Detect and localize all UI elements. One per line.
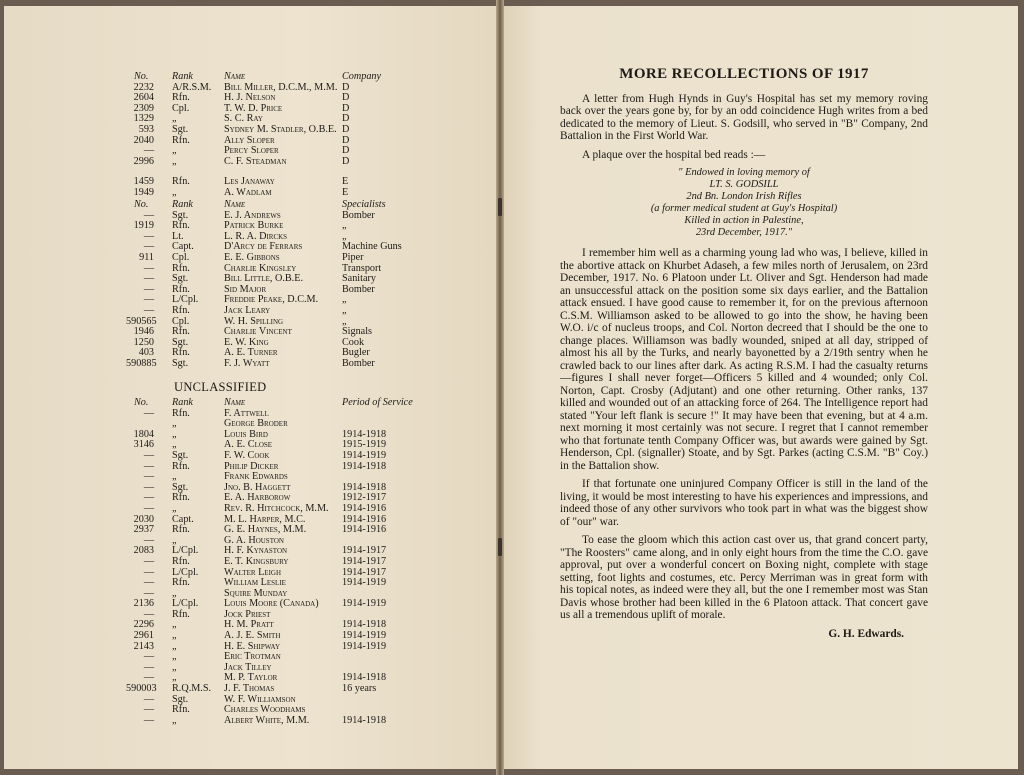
cell-number: —: [143, 566, 154, 578]
table-row: [126, 504, 416, 515]
header-name: Name: [224, 71, 246, 82]
cell-name: T. W. D. Price: [224, 102, 283, 114]
cell-name: E. J. Andrews: [224, 209, 281, 221]
cell-number: —: [143, 209, 154, 221]
cell-name: Jack Leary: [224, 304, 271, 316]
table-row: [126, 716, 416, 727]
cell-rank: Rfn.: [172, 134, 190, 146]
table-row: [126, 188, 416, 199]
cell-rank: Rfn.: [172, 608, 190, 620]
cell-name: E. A. Harborow: [224, 492, 291, 504]
article-paragraph-5: To ease the gloom which this action cast over us, that grand concert party, "The Roosters" came along, and in only eight hours from the time the C.O. gave approval, put over a wonderful concert on Boxing night, complete with stage setting, foot lights and costumes, etc. Percy Merriman was in great form with his topical notes, as indeed were they all, but the one I remember most was Stan Davis whose brother had been killed in the 6 Platoon attack. That concert gave us all a tremendous uplift of morale.: [560, 534, 928, 621]
table-row: [126, 125, 416, 136]
cell-detail: „: [342, 294, 347, 306]
table-header: [126, 200, 416, 211]
cell-number: 2996: [133, 155, 154, 167]
cell-rank: Rfn.: [172, 304, 190, 316]
header-rank: Rank: [172, 199, 193, 210]
cell-rank: Rfn.: [172, 283, 190, 295]
cell-detail: 1914-1916: [342, 513, 387, 525]
unclassified-heading: UNCLASSIFIED: [174, 380, 267, 394]
cell-rank: Sgt.: [172, 336, 189, 348]
cell-name: D'Arcy de Ferrars: [224, 241, 303, 253]
cell-rank: „: [172, 640, 177, 652]
cell-detail: 1914-1917: [342, 566, 387, 578]
cell-number: —: [143, 587, 154, 599]
cell-name: Albert White, M.M.: [224, 714, 310, 726]
cell-rank: L/Cpl.: [172, 294, 199, 306]
cell-name: Charlie Kingsley: [224, 262, 297, 274]
cell-number: —: [143, 294, 154, 306]
cell-detail: Bugler: [342, 347, 370, 359]
cell-number: 1919: [133, 220, 154, 232]
cell-rank: Rfn.: [172, 176, 190, 188]
cell-name: W. F. Williamson: [224, 693, 296, 705]
cell-detail: 1914-1918: [342, 460, 387, 472]
cell-number: —: [143, 304, 154, 316]
cell-rank: „: [172, 672, 177, 684]
cell-number: 1949: [133, 186, 154, 198]
cell-rank: Rfn.: [172, 577, 190, 589]
cell-number: —: [143, 577, 154, 589]
cell-name: M. L. Harper, M.C.: [224, 513, 306, 525]
cell-detail: E: [342, 176, 349, 188]
cell-detail: Sanitary: [342, 273, 376, 285]
cell-rank: „: [172, 186, 177, 198]
cell-name: Jno. B. Haggett: [224, 481, 291, 493]
cell-number: 1804: [133, 428, 154, 440]
cell-detail: 1914-1919: [342, 577, 387, 589]
cell-name: E. W. King: [224, 336, 269, 348]
cell-rank: R.Q.M.S.: [172, 683, 212, 695]
cell-rank: L/Cpl.: [172, 566, 199, 578]
cell-name: Louis Bird: [224, 428, 268, 440]
cell-number: —: [143, 651, 154, 663]
cell-detail: 1914-1918: [342, 428, 387, 440]
cell-name: F. Attwell: [224, 407, 269, 419]
cell-name: Walter Leigh: [224, 566, 282, 578]
cell-number: —: [143, 608, 154, 620]
cell-rank: Lt.: [172, 230, 184, 242]
cell-name: J. F. Thomas: [224, 683, 275, 695]
cell-number: 590885: [126, 357, 157, 369]
cell-number: —: [143, 449, 154, 461]
cell-name: H. J. Nelson: [224, 92, 276, 104]
cell-number: 2296: [133, 619, 154, 631]
cell-detail: 1914-1918: [342, 714, 387, 726]
cell-rank: Cpl.: [172, 315, 190, 327]
cell-number: —: [143, 704, 154, 716]
cell-rank: Sgt.: [172, 273, 189, 285]
cell-name: M. P. Taylor: [224, 672, 278, 684]
cell-detail: D: [342, 92, 350, 104]
cell-number: 3146: [133, 439, 154, 451]
cell-number: 2143: [133, 640, 154, 652]
cell-rank: Rfn.: [172, 524, 190, 536]
cell-detail: 1914-1919: [342, 630, 387, 642]
cell-number: —: [143, 145, 154, 157]
cell-detail: 1914-1918: [342, 481, 387, 493]
cell-name: H. M. Pratt: [224, 619, 274, 631]
cell-name: Rev. R. Hitchcock, M.M.: [224, 502, 329, 514]
cell-detail: „: [342, 315, 347, 327]
cell-detail: „: [342, 230, 347, 242]
cell-rank: Sgt.: [172, 693, 189, 705]
header-rank: Rank: [172, 397, 193, 408]
cell-number: —: [143, 262, 154, 274]
cell-rank: „: [172, 587, 177, 599]
cell-detail: 1915-1919: [342, 439, 387, 451]
cell-detail: E: [342, 186, 349, 198]
cell-number: —: [143, 241, 154, 253]
table-row: [126, 253, 416, 264]
cell-name: Bill Miller, D.C.M., M.M.: [224, 81, 338, 93]
cell-rank: „: [172, 630, 177, 642]
header-no: No.: [134, 397, 149, 408]
cell-number: 2232: [133, 81, 154, 93]
cell-detail: Bomber: [342, 283, 375, 295]
cell-name: Philip Dicker: [224, 460, 279, 472]
cell-rank: Capt.: [172, 241, 194, 253]
cell-number: 1250: [133, 336, 154, 348]
cell-rank: Rfn.: [172, 460, 190, 472]
cell-rank: Sgt.: [172, 123, 189, 135]
cell-number: 2136: [133, 598, 154, 610]
cell-name: Bill Little, O.B.E.: [224, 273, 303, 285]
cell-number: 1329: [133, 113, 154, 125]
cell-number: 2040: [133, 134, 154, 146]
cell-rank: Rfn.: [172, 407, 190, 419]
staple-top: [498, 198, 502, 216]
cell-name: Frank Edwards: [224, 471, 288, 483]
cell-rank: „: [172, 428, 177, 440]
plaque-inscription: [560, 167, 928, 239]
cell-name: F. J. Wyatt: [224, 357, 270, 369]
table-row: [126, 327, 416, 338]
cell-rank: L/Cpl.: [172, 598, 199, 610]
cell-number: 2937: [133, 524, 154, 536]
cell-rank: Rfn.: [172, 92, 190, 104]
cell-detail: 1914-1917: [342, 555, 387, 567]
cell-name: W. H. Spilling: [224, 315, 284, 327]
cell-name: William Leslie: [224, 577, 286, 589]
plaque-line: Killed in action in Palestine,: [684, 215, 804, 226]
cell-rank: „: [172, 155, 177, 167]
table-row: [126, 306, 416, 317]
cell-detail: 1912-1917: [342, 492, 387, 504]
cell-name: A. Wadlam: [224, 186, 272, 198]
cell-number: 590003: [126, 683, 157, 695]
header-name: Name: [224, 397, 246, 408]
cell-rank: „: [172, 502, 177, 514]
table-row: [126, 295, 416, 306]
cell-name: L. R. A. Dircks: [224, 230, 288, 242]
cell-detail: D: [342, 155, 350, 167]
cell-number: 2030: [133, 513, 154, 525]
cell-rank: Capt.: [172, 513, 194, 525]
cell-number: —: [143, 661, 154, 673]
cell-rank: Sgt.: [172, 449, 189, 461]
cell-detail: Machine Guns: [342, 241, 402, 253]
header-rank: Rank: [172, 71, 193, 82]
cell-detail: 1914-1917: [342, 545, 387, 557]
cell-number: 590565: [126, 315, 157, 327]
book-gutter: [496, 0, 504, 775]
plaque-line: " Endowed in loving memory of: [678, 167, 810, 178]
cell-name: G. A. Houston: [224, 534, 284, 546]
article: [560, 68, 928, 640]
cell-name: Les Janaway: [224, 176, 275, 188]
cell-rank: „: [172, 661, 177, 673]
cell-rank: Rfn.: [172, 492, 190, 504]
header-no: No.: [134, 71, 149, 82]
cell-rank: Sgt.: [172, 357, 189, 369]
table-row: [126, 104, 416, 115]
cell-number: —: [143, 481, 154, 493]
article-signature: G. H. Edwards.: [828, 627, 904, 640]
table-header: [126, 72, 416, 83]
header-col4: Period of Service: [342, 397, 413, 408]
cell-number: —: [143, 714, 154, 726]
cell-rank: „: [172, 714, 177, 726]
cell-number: 593: [138, 123, 154, 135]
cell-detail: D: [342, 102, 350, 114]
cell-rank: „: [172, 113, 177, 125]
cell-detail: 16 years: [342, 683, 377, 695]
cell-name: C. F. Steadman: [224, 155, 287, 167]
header-name: Name: [224, 199, 246, 210]
cell-rank: „: [172, 471, 177, 483]
cell-name: Eric Trotman: [224, 651, 281, 663]
cell-rank: Sgt.: [172, 481, 189, 493]
cell-rank: Rfn.: [172, 555, 190, 567]
cell-name: Louis Moore (Canada): [224, 598, 319, 610]
cell-name: H. E. Shipway: [224, 640, 281, 652]
cell-name: Charlie Vincent: [224, 326, 292, 338]
article-paragraph-1: A letter from Hugh Hynds in Guy's Hospital has set my memory roving back over the years gone by, for by an odd coincidence Hugh writes from a bed dedicated to the memory of Lieut. S. Godsill, who served in "B" Company, 2nd Battalion in the First World War.: [560, 92, 928, 142]
plaque-line: 2nd Bn. London Irish Rifles: [686, 191, 802, 202]
cell-number: —: [143, 283, 154, 295]
cell-detail: D: [342, 134, 350, 146]
cell-name: Percy Sloper: [224, 145, 279, 157]
cell-number: —: [143, 555, 154, 567]
cell-detail: Signals: [342, 326, 373, 338]
cell-rank: Cpl.: [172, 251, 190, 263]
table-row: [126, 599, 416, 610]
cell-number: 403: [138, 347, 154, 359]
cell-name: Charles Woodhams: [224, 704, 306, 716]
cell-rank: „: [172, 534, 177, 546]
cell-detail: 1914-1919: [342, 449, 387, 461]
cell-number: —: [143, 502, 154, 514]
cell-name: Patrick Burke: [224, 220, 284, 232]
specialists-roll-table: [126, 200, 416, 370]
plaque-line: LT. S. GODSILL: [709, 179, 779, 190]
cell-rank: Cpl.: [172, 102, 190, 114]
cell-name: Ally Sloper: [224, 134, 275, 146]
table-header: [126, 398, 416, 409]
cell-rank: Rfn.: [172, 347, 190, 359]
cell-detail: 1914-1916: [342, 524, 387, 536]
cell-number: 2961: [133, 630, 154, 642]
cell-name: F. W. Cook: [224, 449, 270, 461]
article-paragraph-4: If that fortunate one uninjured Company Officer is still in the land of the living, it would be most interesting to have his experiences and impressions, and indeed those of any other survivors who took part in what was the biggest show of "our" war.: [560, 478, 928, 528]
cell-name: A. J. E. Smith: [224, 630, 281, 642]
cell-rank: „: [172, 651, 177, 663]
cell-detail: D: [342, 81, 350, 93]
cell-number: —: [143, 693, 154, 705]
plaque-line: 23rd December, 1917.": [695, 227, 793, 238]
cell-name: E. E. Gibbons: [224, 251, 280, 263]
cell-detail: Cook: [342, 336, 365, 348]
header-col4: Company: [342, 71, 382, 82]
article-paragraph-3: I remember him well as a charming young lad who was, I believe, killed in the abortive attack on Khurbet Adaseh, a few miles north of Jerusalem, on 23rd December, 1917. No. 6 Platoon under Lt. Oliver and Sgt. Henderson had made an unsuccessful attack on the position some six days earlier, and the Battalion attack ensued. I have good cause to remember it, for on the previous afternoon C.S.M. Williamson asked to be allowed to go into the show, he having been W.O. i/c of nucleus troops, and Col. Norton decreed that I should be the one to change places. Williamson was badly wounded, sniped at all day, stripped of almost his all by the Turks, and nearly bayonetted by a 2/19th sentry when he crawled back to our lines after dark. As acting R.S.M. I had the casualty returns—figures I shall never forget—Officers 5 killed and 4 wounded; only Col. Norton, Capt. Crosby (Adjutant) and one other returning. Other ranks, 137 killed and wounded out of an attacking force of 264. The Intelligence report had stated "Your left flank is secure !" It may have been that evening, but at 4 a.m. next morning it most certainly was not secure. I regret that I cannot remember who that fortunate tenth Company Officer was, but awards were gained by Sgt. Henderson, Cpl. (signaller) Stoate, and by Sgt. Parkes (acting C.S.M. "B" Coy.) in the Battalion show.: [560, 247, 928, 472]
cell-rank: Sgt.: [172, 209, 189, 221]
cell-number: 911: [139, 251, 154, 263]
cell-name: George Broder: [224, 418, 288, 430]
cell-name: Jack Tilley: [224, 661, 272, 673]
table-row: [126, 359, 416, 370]
cell-detail: 1914-1919: [342, 598, 387, 610]
cell-name: S. C. Ray: [224, 113, 263, 125]
cell-number: —: [143, 273, 154, 285]
cell-number: —: [143, 407, 154, 419]
company-roll-table: [126, 72, 416, 199]
staple-bottom: [498, 538, 502, 556]
cell-name: Sydney M. Stadler, O.B.E.: [224, 123, 337, 135]
cell-rank: „: [172, 145, 177, 157]
cell-detail: D: [342, 113, 350, 125]
cell-detail: Transport: [342, 262, 382, 274]
cell-detail: D: [342, 123, 350, 135]
table-row: [126, 557, 416, 568]
cell-name: Sid Major: [224, 283, 267, 295]
cell-number: 2083: [133, 545, 154, 557]
cell-number: —: [143, 460, 154, 472]
cell-number: —: [143, 672, 154, 684]
cell-detail: „: [342, 304, 347, 316]
cell-name: A. E. Turner: [224, 347, 278, 359]
cell-detail: Piper: [342, 251, 364, 263]
cell-detail: 1914-1918: [342, 672, 387, 684]
cell-detail: 1914-1918: [342, 619, 387, 631]
cell-number: —: [143, 230, 154, 242]
cell-number: 1459: [133, 176, 154, 188]
article-paragraph-2: A plaque over the hospital bed reads :—: [582, 148, 766, 161]
cell-detail: D: [342, 145, 350, 157]
cell-name: H. F. Kynaston: [224, 545, 288, 557]
cell-number: —: [143, 534, 154, 546]
cell-detail: 1914-1919: [342, 640, 387, 652]
cell-name: G. E. Haynes, M.M.: [224, 524, 307, 536]
cell-rank: A/R.S.M.: [172, 81, 212, 93]
cell-name: E. T. Kingsbury: [224, 555, 289, 567]
cell-rank: L/Cpl.: [172, 545, 199, 557]
cell-rank: „: [172, 619, 177, 631]
cell-number: 2604: [133, 92, 154, 104]
cell-rank: „: [172, 418, 177, 430]
cell-rank: „: [172, 439, 177, 451]
cell-rank: Rfn.: [172, 704, 190, 716]
article-title: MORE RECOLLECTIONS OF 1917: [619, 66, 869, 82]
header-col4: Specialists: [342, 199, 386, 210]
table-row: [126, 157, 416, 168]
cell-name: Freddie Peake, D.C.M.: [224, 294, 319, 306]
table-row: [126, 451, 416, 462]
cell-number: 2309: [133, 102, 154, 114]
cell-number: 1946: [133, 326, 154, 338]
cell-detail: Bomber: [342, 357, 375, 369]
cell-name: A. E. Close: [224, 439, 273, 451]
cell-number: —: [143, 492, 154, 504]
cell-rank: Rfn.: [172, 326, 190, 338]
header-no: No.: [134, 199, 149, 210]
cell-rank: Rfn.: [172, 220, 190, 232]
plaque-line: (a former medical student at Guy's Hospital): [650, 203, 838, 214]
cell-rank: Rfn.: [172, 262, 190, 274]
cell-detail: „: [342, 220, 347, 232]
cell-number: —: [143, 471, 154, 483]
cell-detail: Bomber: [342, 209, 375, 221]
cell-detail: 1914-1916: [342, 502, 387, 514]
unclassified-roll-table: [126, 398, 416, 726]
cell-name: Squire Munday: [224, 587, 288, 599]
cell-name: Jock Priest: [224, 608, 271, 620]
